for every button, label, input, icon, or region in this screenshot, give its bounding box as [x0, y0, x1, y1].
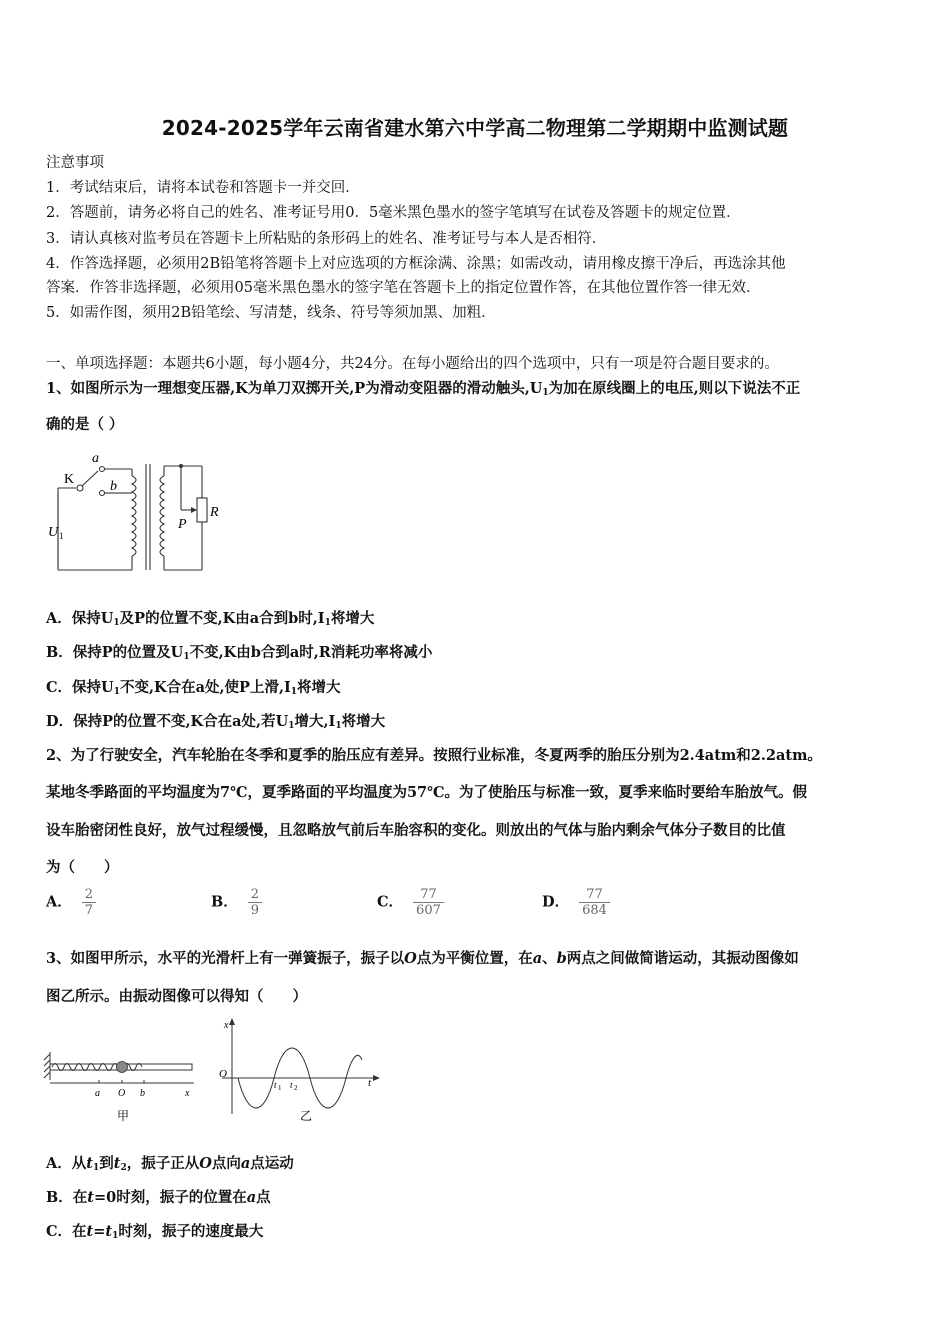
question-3-text: 图乙所示。由振动图像可以得知（ ） — [46, 988, 307, 1005]
notice-item: 1．考试结束后，请将本试卷和答题卡一并交回． — [46, 180, 360, 196]
label-b: b — [110, 479, 117, 494]
question-2-option-b[interactable]: B． $\frac{2}{9}$ — [211, 887, 262, 918]
question-2-option-a[interactable]: A． $\frac{2}{7}$ — [46, 887, 96, 918]
origin-label: O — [219, 1068, 227, 1080]
label-U: U — [48, 525, 59, 540]
label-t1: t — [274, 1080, 277, 1090]
question-3-option-a[interactable]: A．从$t_1$到$t_2$，振子正从O点向a点运动 — [46, 1155, 294, 1173]
page-title: 2024-2025学年云南省建水第六中学高二物理第二学期期中监测试题 — [161, 116, 789, 140]
question-2-text: 为（ ） — [46, 859, 119, 876]
axis-label-x: x — [224, 1020, 229, 1031]
question-1-text: 1、如图所示为一理想变压器,K为单刀双掷开关,P为滑动变阻器的滑动触头$,U_1$为加在原线圈上的电压,则以下说法不正 — [46, 380, 801, 398]
oscillator-ball — [117, 1062, 128, 1073]
question-1-text: 确的是（ ） — [46, 416, 124, 433]
question-1-option-d[interactable]: D．保持P的位置不变,K合在a处,若$U_1$增大$,I_1$将增大 — [46, 713, 386, 731]
label-K: K — [64, 472, 75, 487]
label-t2: t — [290, 1080, 293, 1090]
slider-arrow-icon — [191, 507, 197, 513]
y-axis-arrow-icon — [229, 1018, 235, 1025]
question-2-option-c[interactable]: C． $\frac{77}{607}$ — [377, 887, 444, 918]
notice-item: 2．答题前，请务必将自己的姓名、准考证号用0．5毫米黑色墨水的签字笔填写在试卷及答题卡的规定位置． — [46, 205, 741, 221]
question-1-option-a[interactable]: A．保持$U_1$及P的位置不变,K由a合到b时$,I_1$将增大 — [46, 610, 375, 628]
vibration-graph-figure — [216, 1016, 386, 1126]
question-3-text: 3、如图甲所示，水平的光滑杆上有一弹簧振子，振子以O点为平衡位置，在a、b两点之间做简谐运动，其振动图像如 — [46, 950, 799, 967]
label-a: a — [95, 1088, 100, 1099]
question-2-option-d[interactable]: D． $\frac{77}{684}$ — [542, 887, 610, 918]
junction-dot — [179, 464, 183, 468]
question-1-option-c[interactable]: C．保持$U_1$不变,K合在a处,使P上滑$,I_1$将增大 — [46, 679, 341, 697]
section-heading: 一、单项选择题：本题共6小题，每小题4分，共24分。在每小题给出的四个选项中，只有一项是符合题目要求的。 — [46, 356, 779, 372]
question-2-text: 某地冬季路面的平均温度为7℃，夏季路面的平均温度为57℃。为了使胎压与标准一致，夏季来临时要给车胎放气。假 — [46, 784, 808, 801]
label-O: O — [118, 1088, 126, 1099]
label-P: P — [178, 517, 187, 532]
label-U-sub: 1 — [59, 531, 64, 541]
label-R: R — [210, 505, 219, 520]
spring-oscillator-figure — [44, 1050, 204, 1130]
label-a: a — [92, 451, 99, 466]
figure-caption-jia: 甲 — [117, 1109, 130, 1123]
question-3-option-b[interactable]: B．在t=0时刻，振子的位置在a点 — [46, 1189, 271, 1206]
question-2-text: 设车胎密闭性良好，放气过程缓慢，且忽略放气前后车胎容积的变化。则放出的气体与胎内剩余气体分子数目的比值 — [46, 822, 786, 839]
label-t2-sub: 2 — [294, 1084, 298, 1092]
label-b: b — [140, 1088, 145, 1099]
axis-label-t: t — [368, 1077, 372, 1089]
figure-caption-yi: 乙 — [300, 1109, 313, 1123]
notice-item: 3．请认真核对监考员在答题卡上所粘贴的条形码上的姓名、准考证号与本人是否相符． — [46, 231, 607, 247]
notice-heading: 注意事项 — [46, 155, 104, 171]
notice-item: 4．作答选择题，必须用2B铅笔将答题卡上对应选项的方框涂满、涂黑；如需改动，请用橡皮擦干净后，再选涂其他 — [46, 256, 786, 272]
notice-item: 5．如需作图，须用2B铅笔绘、写清楚，线条、符号等须加黑、加粗． — [46, 305, 496, 321]
x-axis-arrow-icon — [373, 1075, 380, 1081]
transformer-circuit-figure — [40, 446, 240, 576]
notice-item: 答案．作答非选择题，必须用05毫米黑色墨水的签字笔在答题卡上的指定位置作答，在其他位置作答一律无效． — [46, 280, 761, 296]
question-1-option-b[interactable]: B．保持P的位置及$U_1$不变,K由b合到a时,R消耗功率将减小 — [46, 644, 433, 662]
question-3-option-c[interactable]: C．在$t=t_1$时刻，振子的速度最大 — [46, 1223, 264, 1241]
question-2-text: 2、为了行驶安全，汽车轮胎在冬季和夏季的胎压应有差异。按照行业标准，冬夏两季的胎压分别为2.4atm和2.2atm。 — [46, 747, 822, 764]
label-t1-sub: 1 — [278, 1084, 282, 1092]
label-x: x — [185, 1088, 190, 1099]
